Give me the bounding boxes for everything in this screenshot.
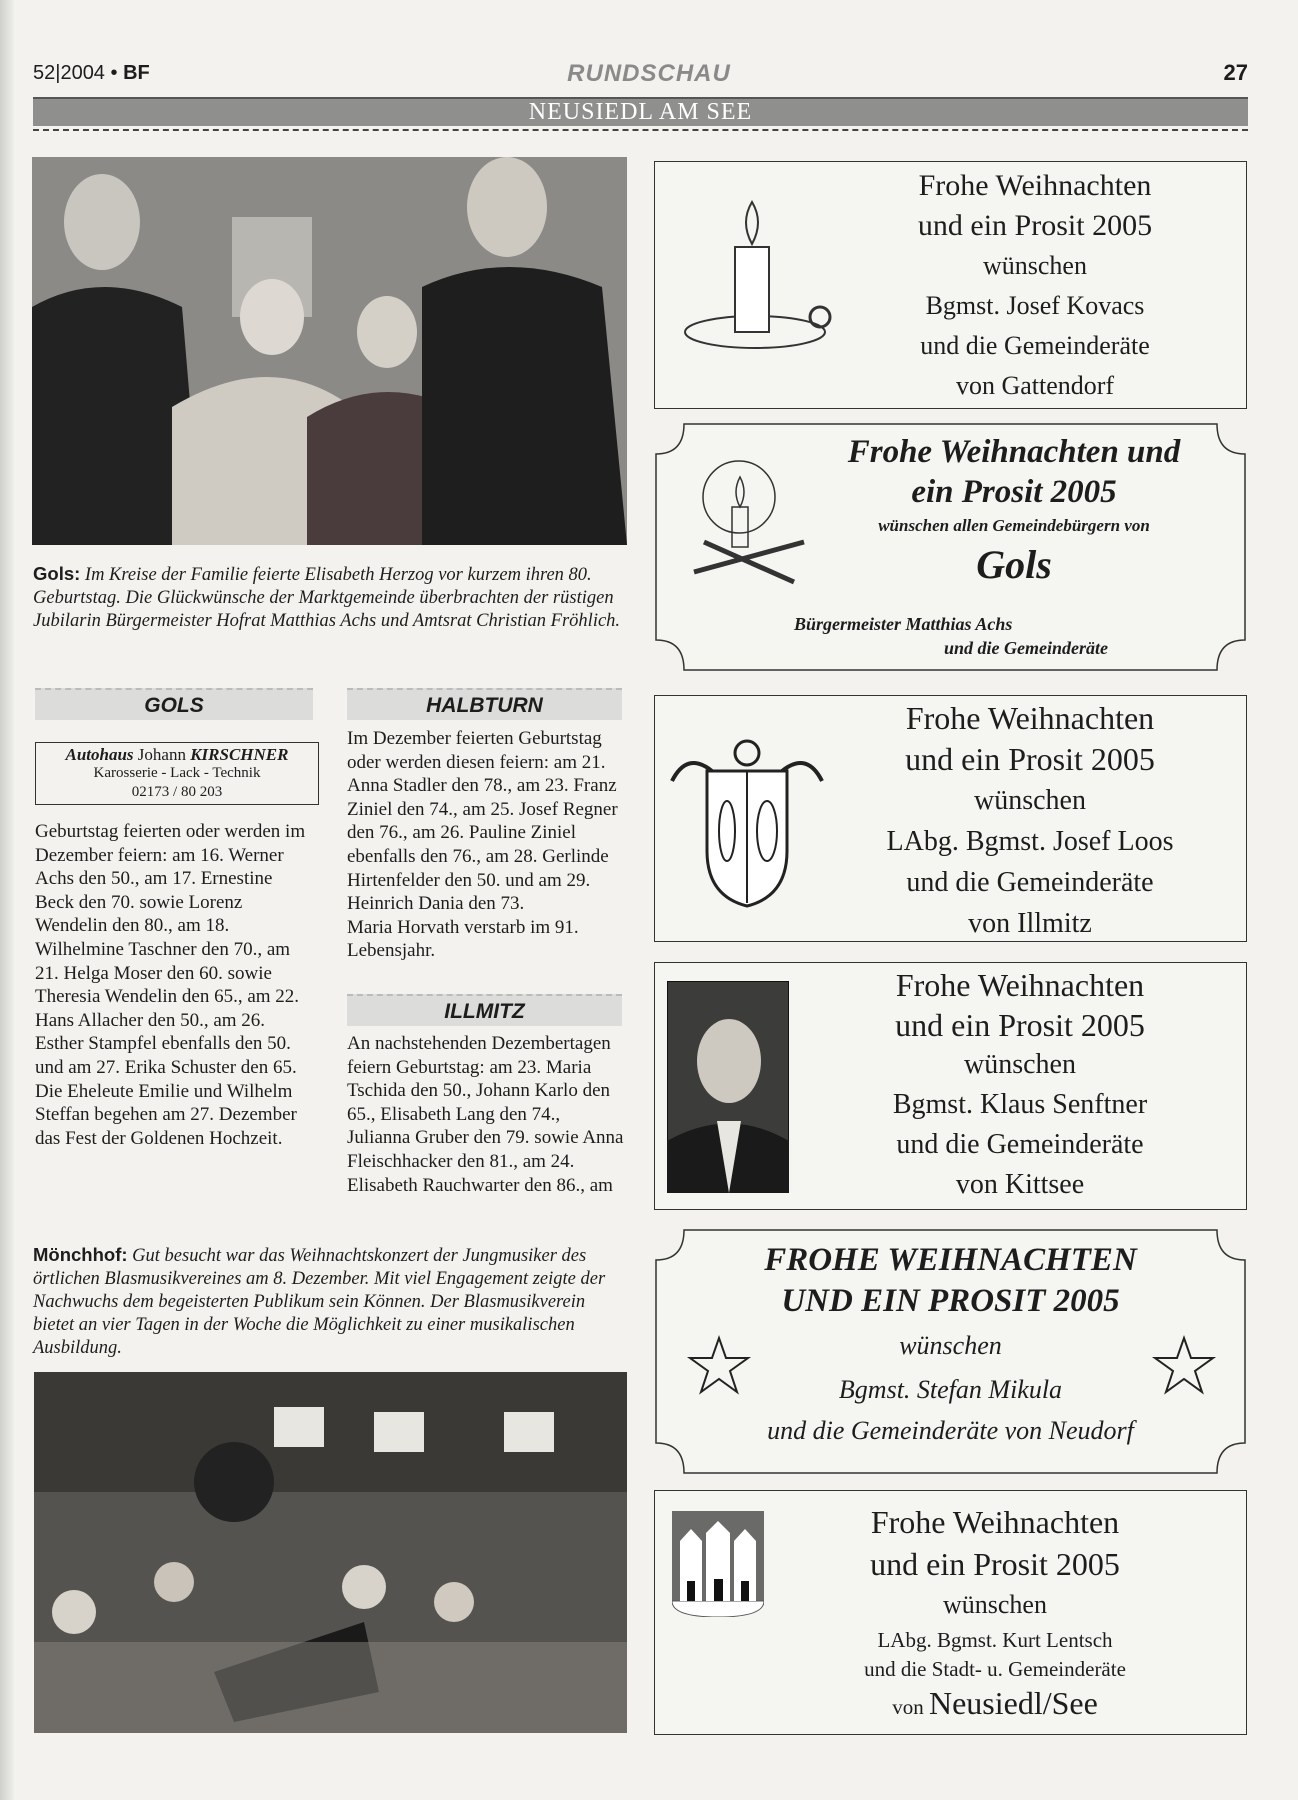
ad-neusiedl xyxy=(654,1490,1247,1735)
ad-gols xyxy=(654,422,1247,672)
ad-line: und die Gemeinderäte xyxy=(896,1129,1144,1160)
ad-signature xyxy=(794,612,1108,660)
running-title: RUNDSCHAU xyxy=(567,60,731,87)
ad-line: Bürgermeister Matthias Achs xyxy=(794,614,1013,634)
ad-line: Bgmst. Klaus Senftner xyxy=(892,1089,1148,1120)
ad-line: und die Gemeinderäte xyxy=(944,638,1108,658)
ad-text xyxy=(805,965,1235,1205)
ad-text xyxy=(845,166,1225,406)
ad-neudorf xyxy=(654,1228,1247,1475)
ad-line: von Kittsee xyxy=(955,1169,1085,1200)
photo2-caption xyxy=(33,1243,627,1360)
ad-line: LAbg. Bgmst. Josef Loos xyxy=(886,826,1174,857)
ad-kirschner: KIRSCHNER xyxy=(190,745,289,764)
family-photo xyxy=(32,157,627,545)
ad-text xyxy=(825,698,1235,944)
page-edge-shadow xyxy=(0,0,14,1800)
ad-line: UND EIN PROSIT 2005 xyxy=(781,1283,1120,1319)
kirschner-name xyxy=(36,745,318,764)
section-band: NEUSIEDL AM SEE xyxy=(33,97,1248,126)
ad-line: FROHE WEIHNACHTEN xyxy=(764,1242,1137,1278)
issue: 52|2004 xyxy=(33,62,105,84)
ad-line: wünschen xyxy=(964,1049,1076,1080)
mayor-portrait-photo xyxy=(667,981,789,1193)
ad-text xyxy=(804,432,1224,590)
ad-line: und die Gemeinderäte xyxy=(920,331,1150,360)
neusiedl-coat-of-arms-icon xyxy=(672,1511,764,1617)
ad-line: und ein Prosit 2005 xyxy=(895,1007,1145,1043)
ad-line: Frohe Weihnachten xyxy=(918,169,1152,202)
ad-line: wünschen allen Gemeindebürgern von xyxy=(878,516,1150,535)
ad-town: Neusiedl/See xyxy=(928,1685,1098,1721)
halbturn-obituary: Maria Horvath verstarb im 91. Lebensjahr. xyxy=(347,916,579,962)
page-number: 27 xyxy=(1223,60,1248,85)
ad-phone: 02173 / 80 203 xyxy=(131,784,223,800)
caption-text: Gut besucht war das Weihnachtskonzert der Jungmusiker des örtlichen Blasmusikvereines am 8. Dezember. Mit viel Engagement zeigte der Nachwuchs dem begeisterten Publikum sein Können. Der Blasmusikverein bietet an vier Tagen in der Woche die Möglichkeit zu einer musikalischen Ausbildung. xyxy=(33,1246,606,1358)
halbturn-text xyxy=(347,727,627,963)
ad-line: und die Gemeinderäte von Neudorf xyxy=(767,1416,1134,1445)
bullet: • xyxy=(110,62,118,84)
ad-line xyxy=(775,1683,1215,1730)
ad-text xyxy=(775,1501,1215,1730)
candle-icon xyxy=(670,192,840,362)
photo1-caption xyxy=(33,562,627,633)
halbturn-birthdays: Im Dezember feierten Geburtstag oder werden diesen feiern: am 21. Anna Stadler den 78., am 23. Franz Ziniel den 74., am 25. Josef Regner den 76., am 26. Pauline Ziniel ebenfalls den 76., am 28. Gerlinde Hirtenfelder den 50. und am 29. Heinrich Dania den 73. xyxy=(347,728,618,915)
ad-line: Frohe Weihnachten xyxy=(870,1504,1120,1540)
ad-line: Frohe Weihnachten und xyxy=(847,434,1181,470)
ad-line: Bgmst. Stefan Mikula xyxy=(838,1375,1063,1404)
gols-birthdays: Geburtstag feierten oder werden im Dezember feiern: am 16. Werner Achs den 50., am 17. Ernestine Beck den 70. sowie Lorenz Wendelin den 80., am 18. Wilhelmine Taschner den 70., am 21. Helga Moser den 60. sowie Theresia Wendelin den 65., am 22. Hans Allacher den 50., am 26. Esther Stampfel ebenfalls den 50. und am 27. Erika Schuster den 65. xyxy=(35,821,306,1078)
ad-line: wünschen xyxy=(974,785,1086,816)
photo-musicians-image xyxy=(34,1372,627,1733)
ad-text xyxy=(714,1240,1187,1452)
ad-line: wünschen xyxy=(983,251,1087,280)
ad-johann: Johann xyxy=(133,745,191,764)
ad-line: Bgmst. Josef Kovacs xyxy=(925,291,1145,320)
ad-line: und ein Prosit 2005 xyxy=(917,209,1153,242)
illmitz-coat-of-arms-icon xyxy=(667,731,827,911)
ad-line: Gols xyxy=(976,542,1052,587)
ad-line: und ein Prosit 2005 xyxy=(905,741,1155,777)
ad-line: Frohe Weihnachten xyxy=(895,967,1145,1003)
gols-heading: GOLS xyxy=(35,688,313,720)
caption-text: Im Kreise der Familie feierte Elisabeth Herzog vor kurzem ihren 80. Geburtstag. Die Glückwünsche der Marktgemeinde überbrachten der rüstigen Jubilarin Bürgermeister Hofrat Matthias Achs und Amtsrat Christian Fröhlich. xyxy=(33,565,621,631)
photo-people-image xyxy=(32,157,627,545)
ad-illmitz xyxy=(654,695,1247,942)
halbturn-heading: HALBTURN xyxy=(347,688,622,720)
ad-line: Frohe Weihnachten xyxy=(905,700,1155,736)
ad-line: von Gattendorf xyxy=(955,371,1115,400)
concert-photo xyxy=(34,1372,627,1733)
ad-line: ein Prosit 2005 xyxy=(911,474,1117,510)
publication: BF xyxy=(123,62,150,84)
ad-line: und ein Prosit 2005 xyxy=(870,1546,1120,1582)
illmitz-text: An nachstehenden Dezembertagen feiern Geburtstag: am 23. Maria Tschida den 50., Johann Karlo den 65., Elisabeth Lang den 74., Julianna Gruber den 79. sowie Anna Fleischhacker den 81., am 24. Elisabeth Rauchwarter den 86., am xyxy=(347,1033,624,1196)
ad-services: Karosserie - Lack - Technik xyxy=(93,765,261,781)
caption-lead: Mönchhof: xyxy=(33,1244,128,1265)
gols-anniversary: Die Eheleute Emilie und Wilhelm Steffan begehen am 27. Dezember das Fest der Goldenen Hochzeit. xyxy=(35,1080,297,1149)
divider xyxy=(33,129,1248,131)
ad-line: wünschen xyxy=(943,1590,1047,1619)
gols-text xyxy=(35,820,315,1150)
ad-line: von Illmitz xyxy=(968,908,1092,939)
illmitz-heading: ILLMITZ xyxy=(347,994,622,1026)
ad-line: und die Gemeinderäte xyxy=(906,867,1154,898)
ad-line: LAbg. Bgmst. Kurt Lentsch xyxy=(877,1628,1113,1652)
ad-von: von xyxy=(892,1695,929,1719)
ad-gattendorf xyxy=(654,161,1247,409)
kirschner-ad xyxy=(35,742,319,805)
ad-line: wünschen xyxy=(899,1331,1002,1360)
caption-lead: Gols: xyxy=(33,563,81,584)
ad-autohaus: Autohaus xyxy=(65,745,134,764)
ad-line: und die Stadt- u. Gemeinderäte xyxy=(864,1657,1126,1681)
ad-kittsee xyxy=(654,962,1247,1210)
